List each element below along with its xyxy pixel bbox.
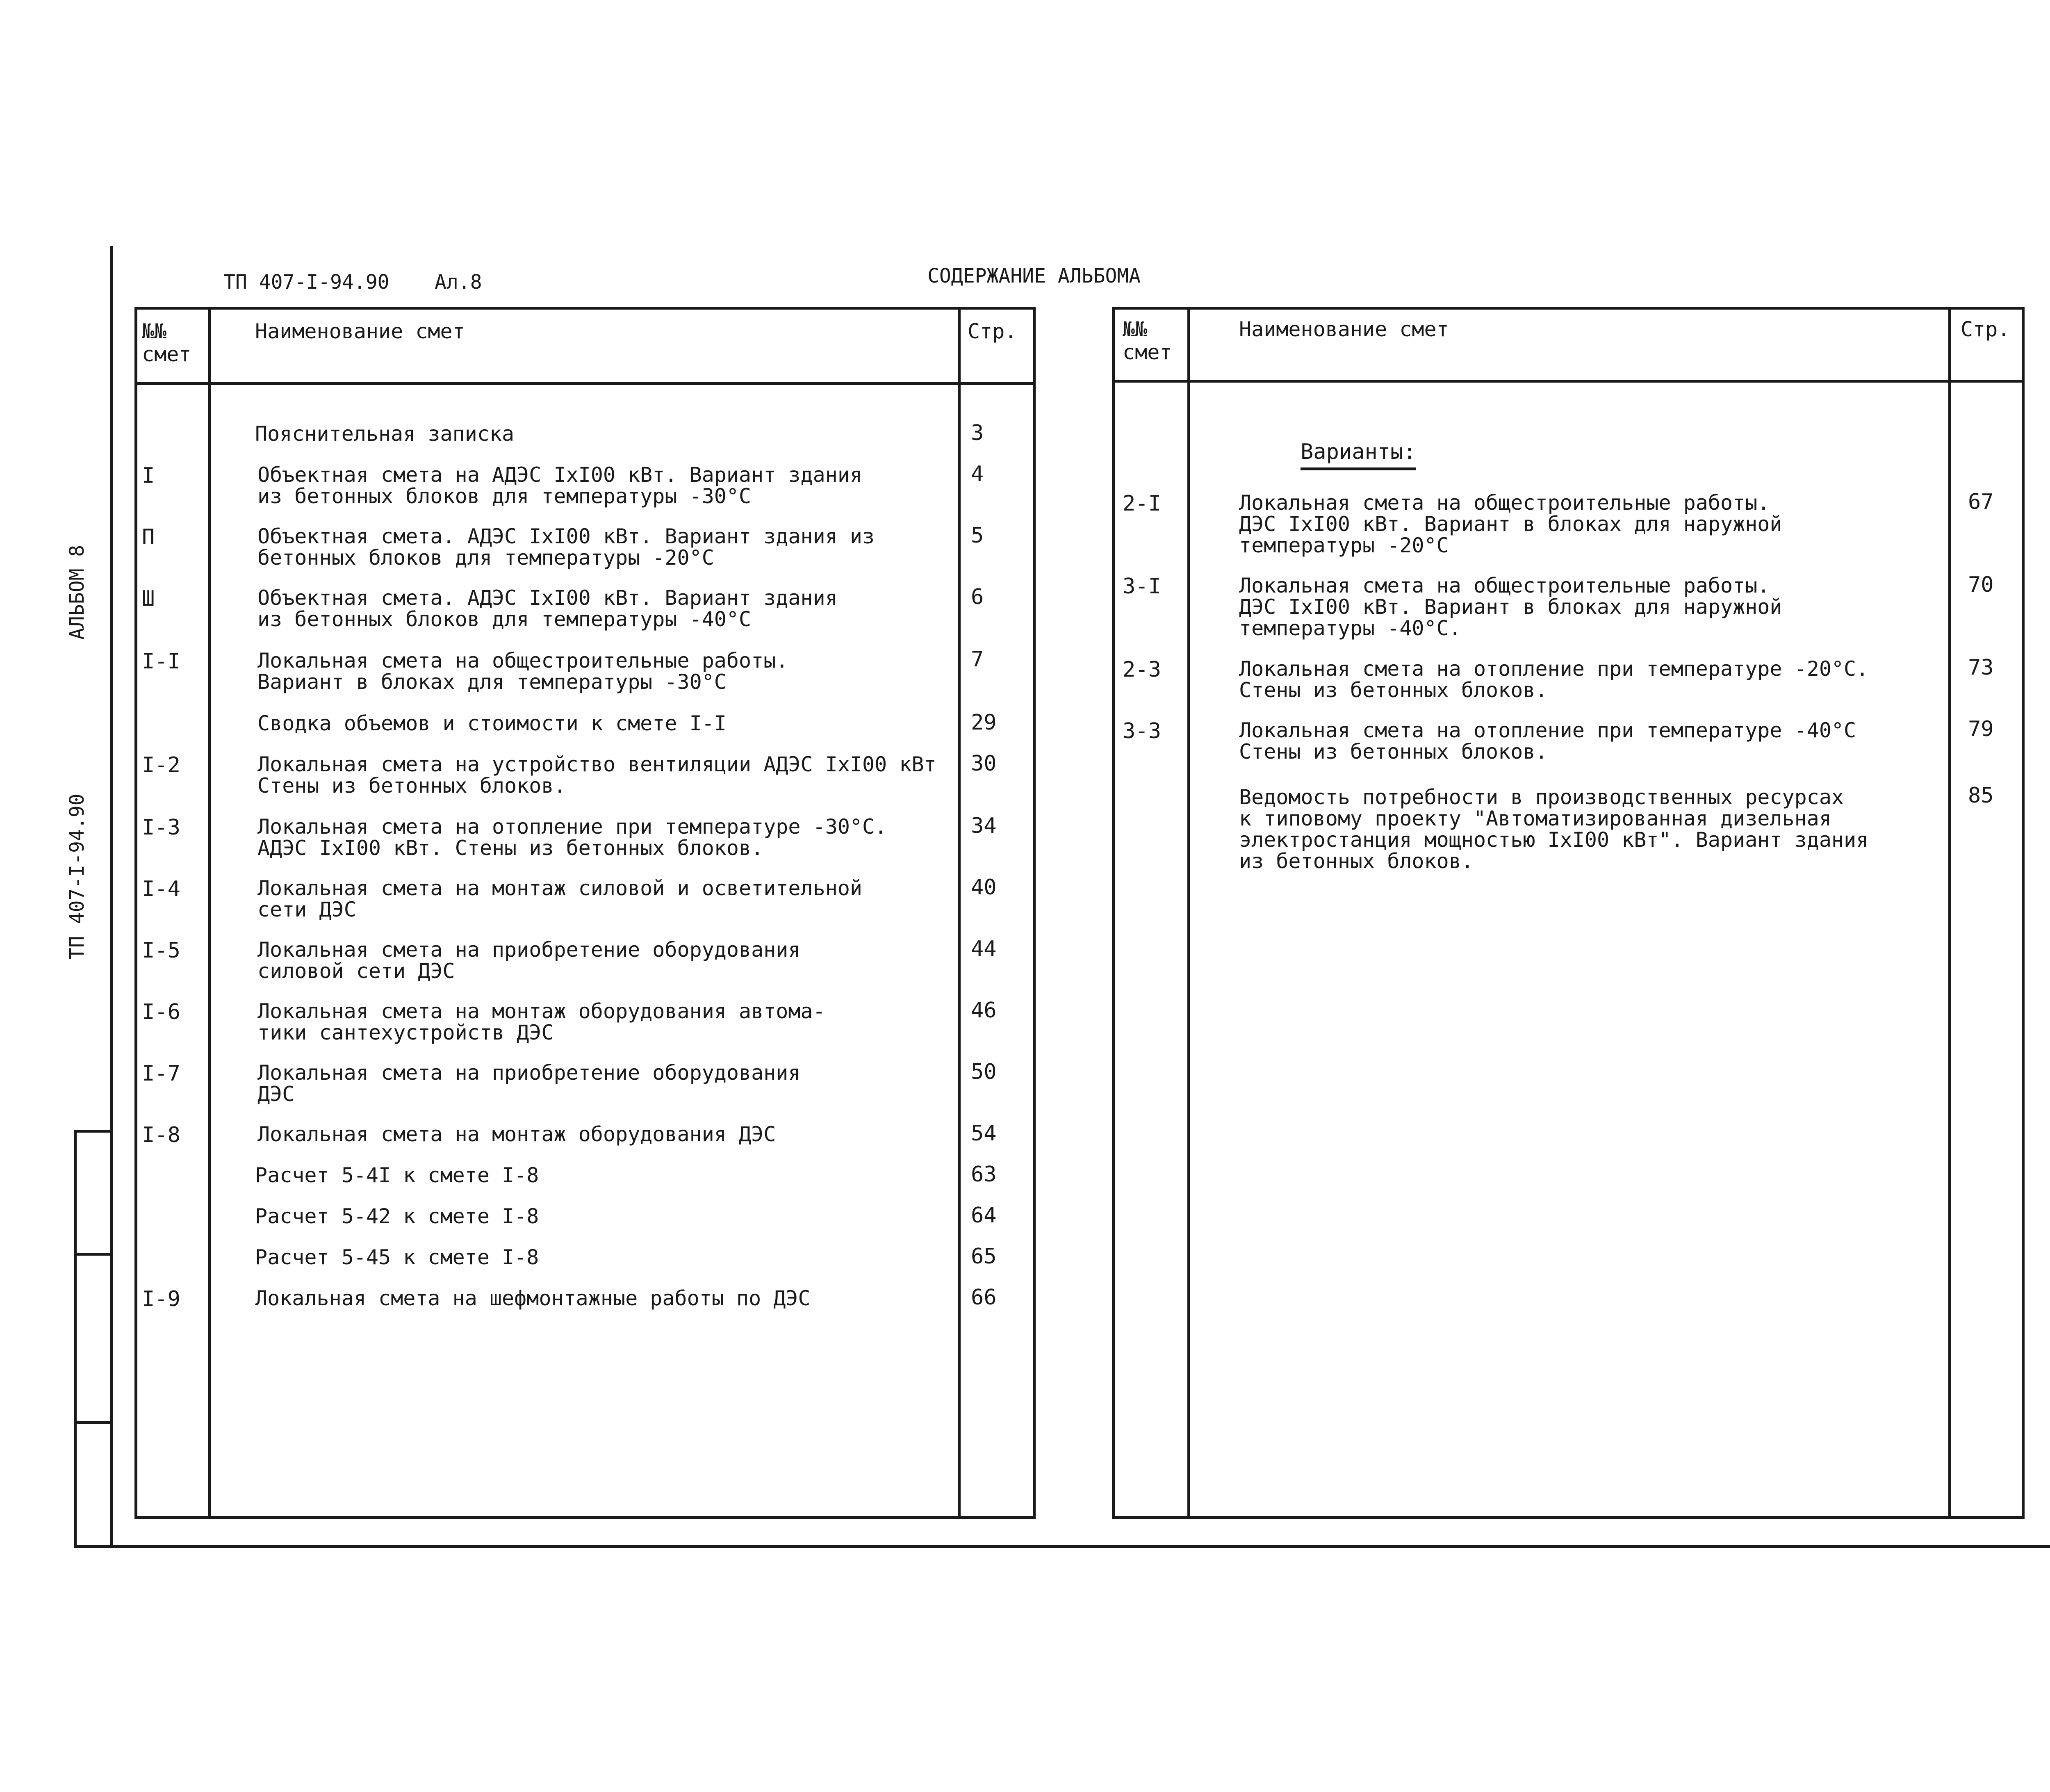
right-header-number-line1: №№	[1123, 317, 1148, 341]
row-number: I-7	[142, 1061, 180, 1086]
album-number: Ал.8	[435, 271, 482, 294]
left-header-number	[142, 320, 191, 366]
row-page: 66	[971, 1285, 997, 1310]
row-number: I-6	[142, 1000, 180, 1024]
row-name: Локальная смета на отопление при температуре -20°С. Стены из бетонных блоков.	[1239, 657, 1869, 702]
row-number: 2-3	[1123, 657, 1161, 682]
outer-frame-left	[110, 246, 113, 1548]
row-name: Локальная смета на приобретение оборудования силовой сети ДЭС	[257, 938, 801, 983]
row-page: 50	[971, 1060, 997, 1084]
row-page: 4	[971, 462, 984, 486]
row-name: Объектная смета. АДЭС IxI00 кВт. Вариант здания из бетонных блоков для температуры -40°С	[257, 586, 838, 631]
row-page: 30	[971, 751, 997, 776]
row-name: Локальная смета на отопление при температуре -40°С Стены из бетонных блоков.	[1239, 718, 1856, 764]
row-number: Ш	[142, 586, 155, 611]
row-number: I-2	[142, 753, 180, 777]
row-number: I	[142, 463, 155, 488]
stamp-line-2	[74, 1253, 113, 1256]
row-number: I-8	[142, 1123, 180, 1147]
row-number: П	[142, 525, 155, 549]
stamp-line-3	[74, 1421, 113, 1424]
left-table-divider-1	[208, 307, 211, 1519]
row-page: 54	[971, 1121, 997, 1146]
row-page: 65	[971, 1244, 997, 1269]
row-page: 6	[971, 585, 984, 609]
row-page: 44	[971, 937, 997, 961]
right-header-number-line2: смет	[1123, 340, 1172, 364]
doc-code: ТП 407-I-94.90	[223, 271, 390, 294]
row-name: Расчет 5-42 к смете I-8	[255, 1204, 539, 1228]
row-name: Локальная смета на отопление при температуре -30°С. АДЭС IxI00 кВт. Стены из бетонных блоков.	[257, 815, 887, 860]
row-name: Сводка объемов и стоимости к смете I-I	[257, 711, 727, 735]
row-page: 34	[971, 814, 997, 838]
row-name: Пояснительная записка	[255, 422, 515, 446]
row-name: Расчет 5-45 к смете I-8	[255, 1245, 539, 1269]
row-page: 79	[1968, 717, 1994, 741]
variants-heading: Варианты:	[1301, 440, 1416, 470]
row-page: 70	[1968, 572, 1994, 597]
row-name: Локальная смета на монтаж силовой и осветительной сети ДЭС	[257, 876, 863, 921]
row-name: Локальная смета на общестроительные работы. ДЭС IxI00 кВт. Вариант в блоках для наружной температуры -20°С	[1239, 491, 1782, 557]
row-page: 67	[1968, 490, 1994, 514]
row-page: 64	[971, 1203, 997, 1228]
row-name: Локальная смета на устройство вентиляции АДЭС IxI00 кВт Стены из бетонных блоков.	[257, 752, 936, 798]
row-name: Локальная смета на монтаж оборудования ДЭС	[257, 1122, 776, 1146]
side-label-code: ТП 407-I-94.90	[66, 793, 89, 960]
right-table-divider-2	[1948, 307, 1951, 1519]
row-name: Локальная смета на общестроительные работы. Вариант в блоках для температуры -30°С	[257, 649, 788, 694]
row-page: 63	[971, 1162, 997, 1187]
stamp-column-line	[74, 1132, 77, 1548]
row-page: 7	[971, 647, 984, 672]
row-name: Ведомость потребности в производственных ресурсах к типовому проекту "Автоматизированная дизельная электростанция мощностью IxI00 кВт". Вариант здания из бетонных блоков.	[1239, 785, 1869, 873]
left-header-number-line2: смет	[142, 342, 191, 366]
right-table-divider-1	[1187, 307, 1190, 1519]
left-header-number-line1: №№	[142, 319, 167, 343]
row-name: Локальная смета на монтаж оборудования автома- тики сантехустройств ДЭС	[257, 999, 825, 1044]
outer-frame-bottom	[74, 1545, 2050, 1548]
left-header-page: Стр.	[968, 319, 1017, 343]
row-name: Объектная смета. АДЭС IxI00 кВт. Вариант здания из бетонных блоков для температуры -20°С	[257, 524, 875, 570]
right-header-number	[1123, 318, 1172, 364]
row-page: 46	[971, 998, 997, 1023]
row-number: I-3	[142, 815, 180, 840]
row-name: Локальная смета на приобретение оборудования ДЭС	[257, 1061, 801, 1106]
row-name: Расчет 5-4I к смете I-8	[255, 1163, 539, 1187]
row-name: Локальная смета на шефмонтажные работы по ДЭС	[255, 1286, 811, 1310]
row-number: I-9	[142, 1287, 180, 1311]
row-page: 73	[1968, 655, 1994, 680]
right-table-header-line	[1112, 380, 2025, 383]
row-page: 85	[1968, 783, 1994, 808]
left-header-name: Наименование смет	[255, 319, 465, 343]
right-table	[1112, 307, 2025, 1519]
left-table-header-line	[134, 382, 1036, 385]
stamp-line-1	[74, 1130, 113, 1133]
page-title: СОДЕРЖАНИЕ АЛЬБОМА	[927, 264, 1141, 287]
row-name: Объектная смета на АДЭС IxI00 кВт. Вариант здания из бетонных блоков для температуры -30°С	[257, 463, 863, 508]
row-number: I-I	[142, 649, 180, 674]
row-name: Локальная смета на общестроительные работы. ДЭС IxI00 кВт. Вариант в блоках для наружной температуры -40°С.	[1239, 574, 1782, 640]
side-label-album: АЛЬБОМ 8	[66, 545, 89, 640]
row-number: I-4	[142, 877, 180, 901]
row-number: 3-I	[1123, 574, 1161, 599]
row-number: I-5	[142, 938, 180, 963]
row-page: 40	[971, 875, 997, 900]
row-page: 3	[971, 421, 984, 445]
left-table-divider-2	[958, 307, 961, 1519]
right-header-page: Стр.	[1961, 317, 2010, 341]
right-header-name: Наименование смет	[1239, 317, 1449, 341]
row-number: 2-I	[1123, 491, 1161, 516]
row-number: 3-3	[1123, 719, 1161, 743]
row-page: 29	[971, 710, 997, 735]
row-page: 5	[971, 523, 984, 548]
